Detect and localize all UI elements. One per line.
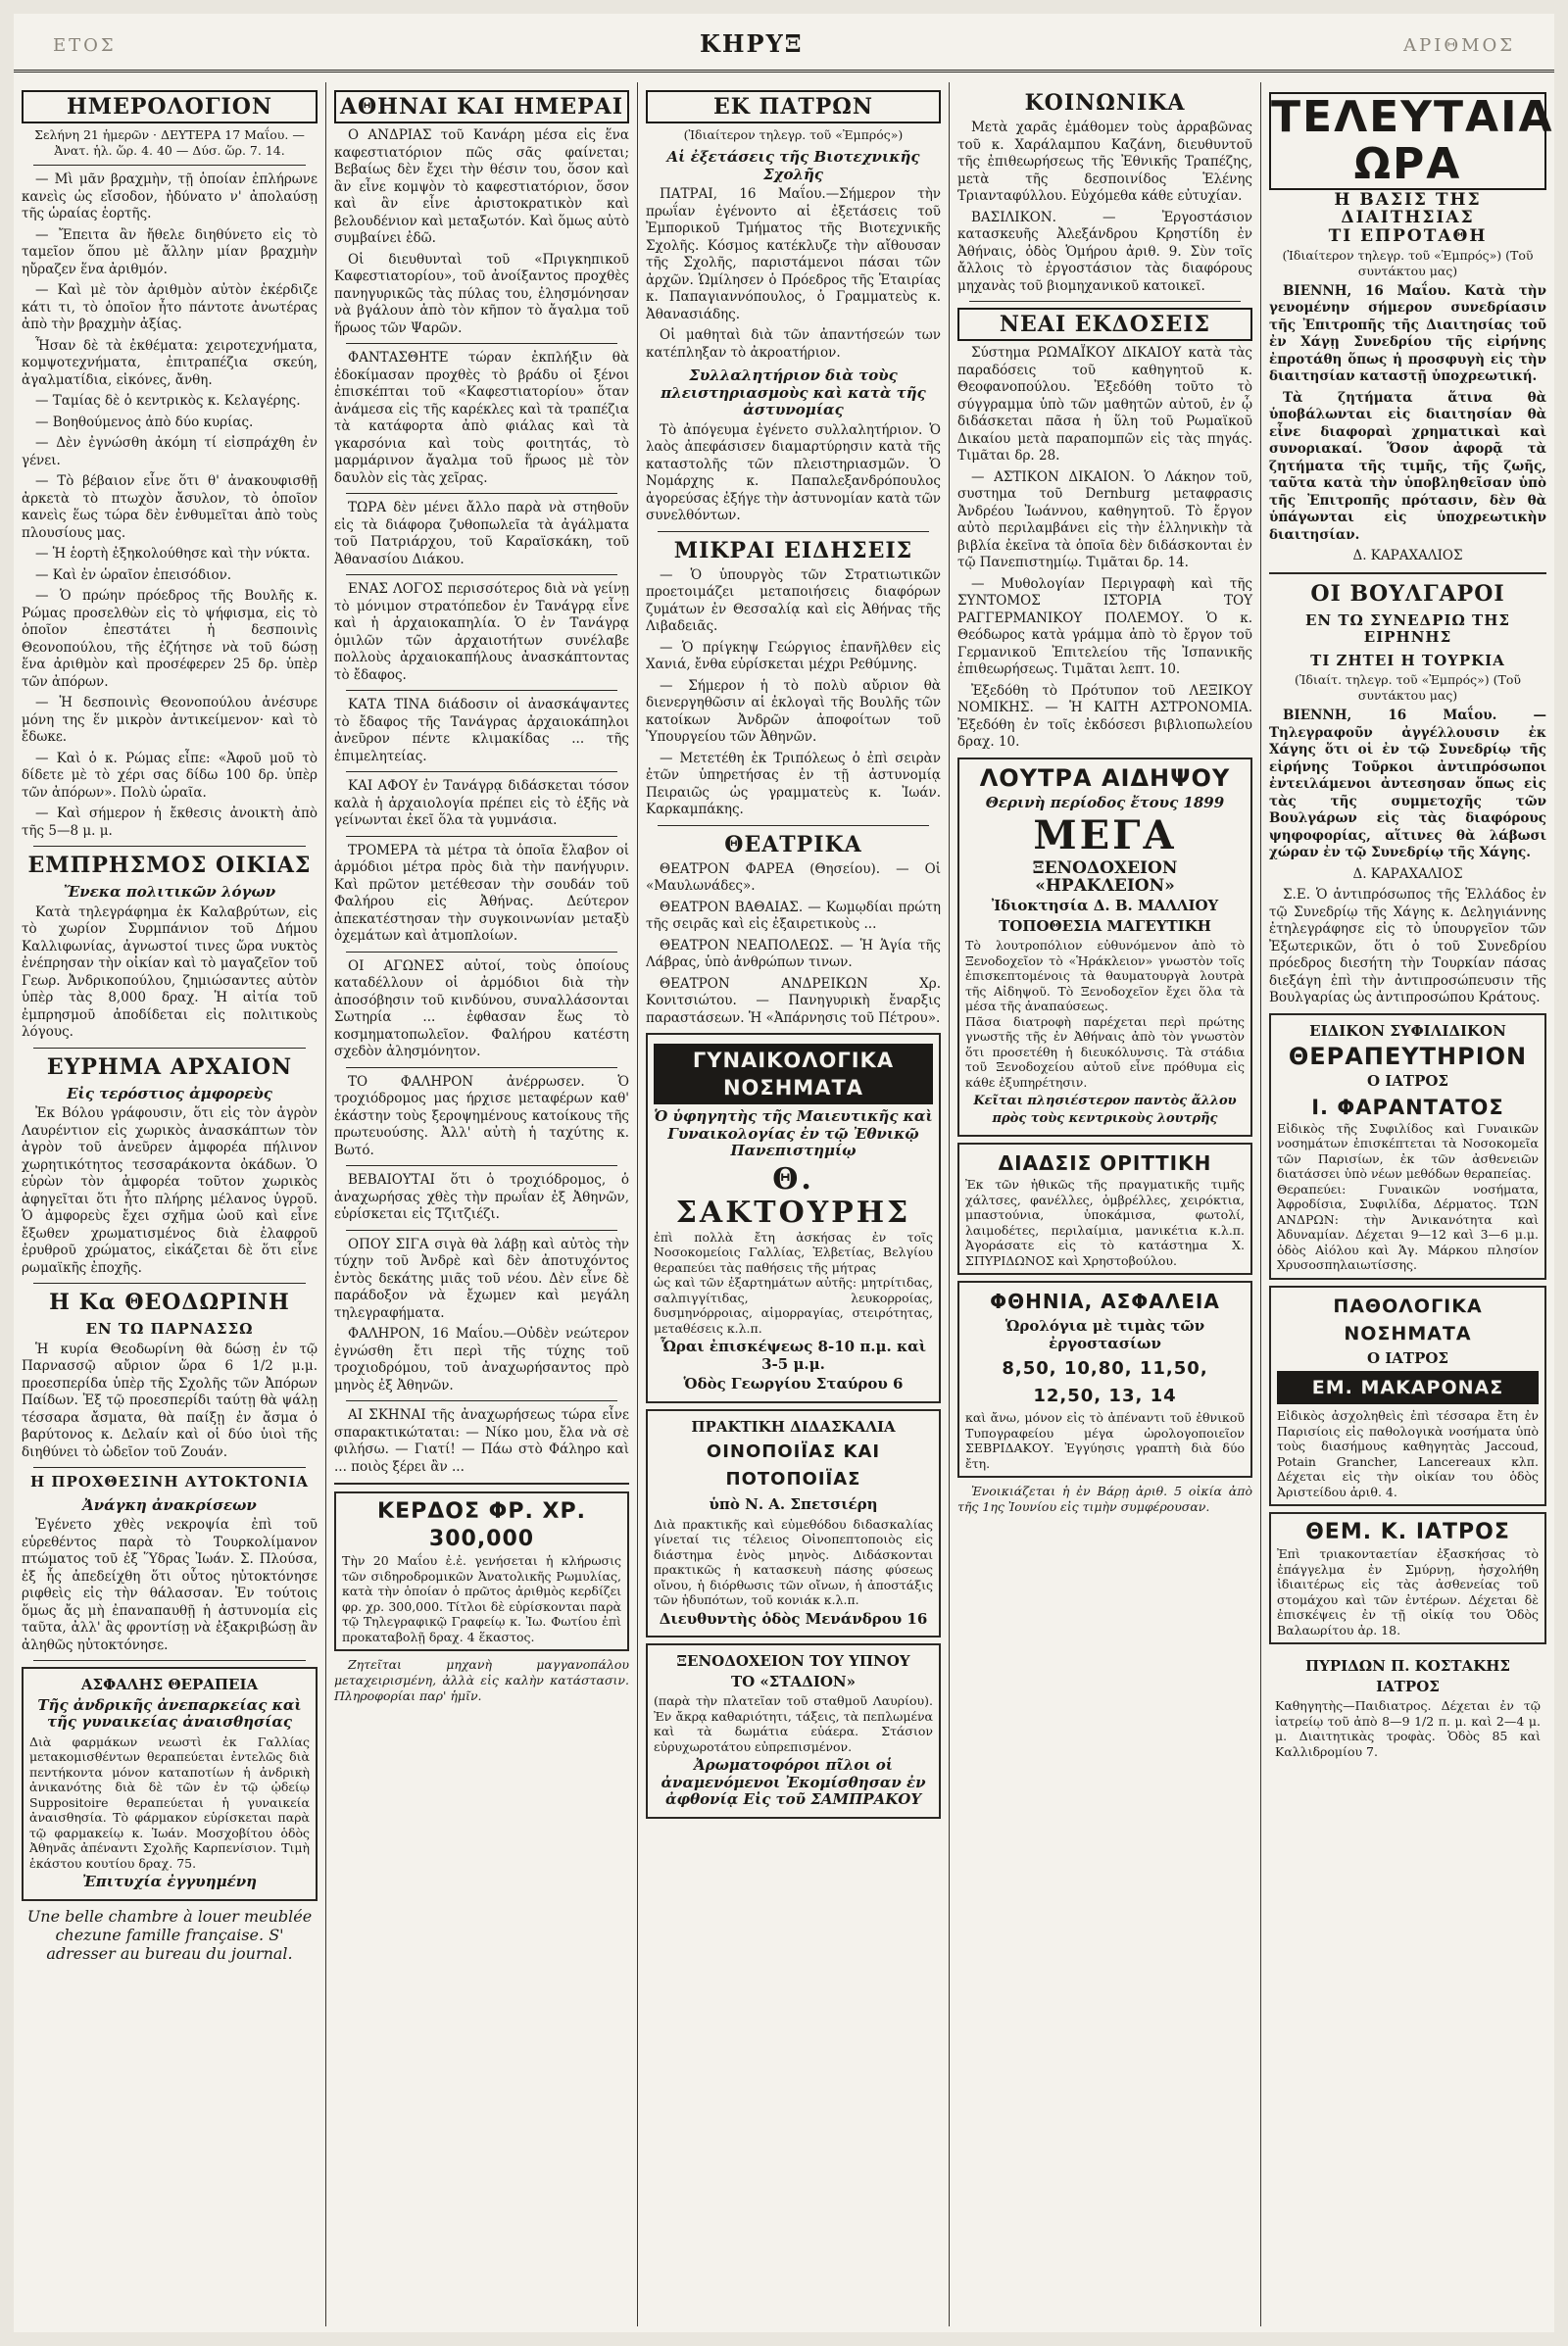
telegram-tag: (Ἰδιαίτ. τηλεγρ. τοῦ «Ἐμπρός») (Τοῦ συντάκτου μας) xyxy=(1295,672,1521,703)
divider xyxy=(346,343,617,344)
ad-text: Εἰδικὸς τῆς Συφιλίδος καὶ Γυναικῶν νοσημάτων ἐπισκέπτεται τὰ Νοσοκομεῖα τῶν Παρισίων, ἐκ τῶν ἀσθενειῶν διατάσσει ὑπὸ νέων μεθόδων θεραπείας. xyxy=(1277,1120,1539,1181)
ad-subtitle: Ο ΙΑΤΡΟΣ xyxy=(1366,1348,1449,1367)
ad-text: ἐπὶ πολλὰ ἔτη ἀσκήσας ἐν τοῖς Νοσοκομείοις Γαλλίας, Ἑλβετίας, Βελγίου θεραπεύει τὰς παθήσεις τῆς μήτρας xyxy=(654,1229,933,1275)
ad-title: ΦΘΗΝΙΑ, ΑΣΦΑΛΕΙΑ xyxy=(990,1290,1220,1313)
paragraph: — Ὁ πρίγκηψ Γεώργιος ἐπανῆλθεν εἰς Χανιά, ἔνθα εὑρίσκεται μέχρι Ρεθύμνης. xyxy=(646,639,941,672)
turkey-subtitle: ΤΙ ΖΗΤΕΙ Η ΤΟΥΡΚΙΑ xyxy=(1310,651,1505,669)
divider xyxy=(33,846,306,847)
ad-name: ΕΜ. ΜΑΚΑΡΟΝΑΣ xyxy=(1277,1371,1539,1404)
find-headline: ΕΥΡΗΜΑ ΑΡΧΑΙΟΝ xyxy=(46,1053,293,1080)
ad-big-word: ΜΕΓΑ xyxy=(1033,812,1177,858)
ad-subtitle: Τῆς ἀνδρικῆς ἀνεπαρκείας καὶ τῆς γυναικείας ἀναισθησίας xyxy=(37,1695,302,1731)
paragraph: Σ.Ε. Ὁ ἀντιπρόσωπος τῆς Ἑλλάδος ἐν τῷ Συνεδρίῳ τῆς Χάγης κ. Δεληγιάννης ἐτηλεγράφησε εἰς τὸ ὑπουργεῖον τῶν Ἐξωτερικῶν, ὅτι ὁ τοῦ Συνεδρίου πρόεδρος διεσήτη τὴν Τουρκίαν πάσας διεξάγη ἐπὶ τὴν ἀντιπροσώπευσιν τῆς Βουλγαρίας ὡς ἀντιπροσώπου Κράτους. xyxy=(1269,887,1546,1005)
divider xyxy=(346,952,617,953)
masthead-title: ΚΗΡΥΞ xyxy=(700,29,804,58)
patras-title: ΕΚ ΠΑΤΡΩΝ xyxy=(646,90,941,123)
ad-text: Καθηγητὴς—Παιδιατρος. Δέχεται ἐν τῷ ἰατρείῳ τοῦ ἀπὸ 8—9 1/2 π. μ. καὶ 2—4 μ. μ. Διαιτητικὰς τροφὰς. Ὁδὸς 85 καὶ Καλλιδρομίου 7. xyxy=(1275,1698,1541,1759)
social-title: ΚΟΙΝΩΝΙΚΑ xyxy=(1024,90,1186,116)
fire-subhead: Ἔνεκα πολιτικῶν λόγων xyxy=(63,883,276,901)
signature: Δ. ΚΑΡΑΧΑΛΙΟΣ xyxy=(1352,548,1463,563)
divider xyxy=(346,1400,617,1401)
paragraph: — Ὁ πρώην πρόεδρος τῆς Βουλῆς κ. Ρώμας προσελθὼν εἰς τὸ ψήφισμα, εἰς τὸ ὁποῖον ἐπεστάτει ἡ δεσποινὶς Θεονοπούλου, τῆς ἐζήτησε νὰ τοῦ δώσῃ ἕνα ἀριθμὸν καὶ προσέφερεν 25 δρ. ὑπὲρ τῶν ἀπόρων. xyxy=(22,588,318,690)
ad-heading: ΕΙΔΙΚΟΝ ΣΥΦΙΛΙΔΙΚΟΝ xyxy=(1309,1021,1506,1040)
paragraph: Τὰ ζητήματα ἅτινα θὰ ὑποβάλωνται εἰς διαιτησίαν θὰ εἶνε διαφοραὶ χρηματικαὶ καὶ συνοριακαί. Ὅσον ἀφορᾷ τὰ ζητήματα τῆς τιμῆς, τῆς ζωῆς, ταῦτα κατὰ τὴν ὑποβληθεῖσαν ὑπὸ τῆς Ἐπιτροπῆς πρότασιν, δὲν θὰ ὑπάγωνται εἰς ὑποχρεωτικὴν διαιτησίαν. xyxy=(1269,389,1546,543)
paragraph: ΟΠΟΥ ΣΙΓΑ σιγὰ θὰ λάβῃ καὶ αὐτὸς τὴν τύχην τοῦ Ἀνδρὲ καὶ δὲν ἀποτυχόντος ἐντὸς δεκάτης μιᾶς τοῦ νέου. Δὲν εἶνε δὲ παράδοξον νὰ ἔχωμεν καὶ μεγάλη τηλεγραφήματα. xyxy=(334,1236,629,1321)
paragraph: Τὸ ἀπόγευμα ἐγένετο συλλαλητήριον. Ὁ λαὸς ἀπεφάσισεν διαμαρτύρησιν κατὰ τῆς καταστολῆς τῶν πλειστηριασμῶν. Ὁ Νομάρχης κ. Παπαλεξανδρόπουλος ἀγορεύσας ἐξήγε τὴν ἀστυνομίαν κατὰ τῶν συνελθόντων. xyxy=(646,421,941,523)
ad-title: ΘΕΡΑΠΕΥΤΗΡΙΟΝ xyxy=(1288,1043,1528,1070)
ad-subtitle: Θερινὴ περίοδος ἔτους 1899 xyxy=(985,793,1225,811)
ad-subtitle: ὑπὸ Ν. Α. Σπετσιέρη xyxy=(709,1495,878,1513)
ad-title: ΓΥΝΑΙΚΟΛΟΓΙΚΑ ΝΟΣΗΜΑΤΑ xyxy=(654,1044,933,1104)
ad-hours: Ὧραι ἐπισκέψεως 8-10 π.μ. καὶ 3-5 μ.μ. xyxy=(661,1338,926,1373)
bulgarians-subtitle: ΕΝ ΤΩ ΣΥΝΕΔΡΙΩ ΤΗΣ ΕΙΡΗΝΗΣ xyxy=(1304,611,1510,646)
signature: Δ. ΚΑΡΑΧΑΛΙΟΣ xyxy=(1352,865,1463,882)
watches-ad xyxy=(957,1281,1252,1478)
paragraph: ΒΙΕΝΝΗ, 16 Μαΐου. — Τηλεγραφοῦν ἀγγέλλουσιν ἐκ Χάγης ὅτι οἱ ἐν τῷ Συνεδρίῳ τῆς εἰρήνης Τοῦρκοι ἀντιπρόσωποι ἐντειλάμενοι ἀντεσησαν ὅπως εἰς τὰς τῆς συμμετοχῆς τῶν Βουλγάρων εἰς τὰς διαφόρους ψηφοφορίας, αἵτινες θὰ λάβωσι χώραν ἐν τῷ Συνεδρίῳ τῆς Χάγης. xyxy=(1269,708,1546,860)
column-5 xyxy=(1260,82,1554,2326)
paragraph: Ἐξεδόθη τὸ Πρότυπον τοῦ ΛΕΞΙΚΟΥ ΝΟΜΙΚΗΣ. — Ἡ ΚΑΙΤΗ ΑΣΤΡΟΝΟΜΙΑ. Ἐξεδόθη ἐν τοῖς ἐκδόσεσι βιβλιοπωλείου δραχ. 10. xyxy=(957,682,1252,750)
paragraph: Σύστημα ΡΩΜΑΪΚΟΥ ΔΙΚΑΙΟΥ κατὰ τὰς παραδόσεις τοῦ καθηγητοῦ κ. Θεοφανοπούλου. Ἐξεδόθη τοῦτο τὸ σύγγραμμα ὑπὸ τῶν μαθητῶν αὐτοῦ, ἐν ᾧ διδάσκεται πᾶσα ἡ ὕλη τοῦ Ρωμαϊκοῦ Δικαίου μετὰ παραπομπῶν εἰς τὰς πηγάς. Τιμᾶται δρ. 28. xyxy=(957,345,1252,464)
ad-footer: Κεῖται πλησιέστερον παντὸς ἄλλου πρὸς τοὺς κεντρικοὺς λουτρῆς xyxy=(973,1094,1237,1126)
ad-subtitle: Ὁ ὑφηγητὴς τῆς Μαιευτικῆς καὶ Γυναικολογίας ἐν τῷ Ἐθνικῷ Πανεπιστημίῳ xyxy=(654,1107,933,1159)
paragraph: ΘΕΑΤΡΟΝ ΝΕΑΠΟΛΕΩΣ. — Ἡ Ἁγία τῆς Λάβρας, ὑπὸ ἀνθρώπων τινων. xyxy=(646,937,941,970)
paragraph: — Ἡ δεσποινὶς Θεονοπούλου ἀνέσυρε μόνη της ἕν μικρὸν ἀντικείμενον· καὶ τὸ ἔδωκε. xyxy=(22,695,318,745)
last-hour-title: ΤΕΛΕΥΤΑΙΑ ΩΡΑ xyxy=(1271,92,1554,189)
ad-text: Τὴν 20 Μαΐου ἐ.ἐ. γενήσεται ἡ κλήρωσις τῶν σιδηροδρομικῶν Ἀνατολικῆς Ρωμυλίας, κατὰ τὴν ὁποίαν ὁ πρῶτος ἀριθμὸς κερδίζει φρ. χρ. 300,000. Τίτλοι δὲ εὑρίσκονται παρὰ τῷ Τηλεγραφικῷ Γραφείῳ κ. Ἰω. Φωτίου ἐπὶ προκαταβολῇ δραχ. 4 ἕκαστος. xyxy=(342,1553,621,1644)
paragraph: — Βοηθούμενος ἀπὸ δύο κυρίας. xyxy=(35,414,254,430)
paragraph: ΟΙ ΑΓΩΝΕΣ αὐτοί, τοὺς ὁποίους καταδέλλουν οἱ ἀρμόδιοι διὰ τὴν ἀποσόβησιν τοῦ κινδύνου, συναλλάσονται Σωτηρία ... ἐφθασαν ἕως τὸ κοσμηματοπωλεῖον. Φαλήρου κατέστη σχεδὸν ἀλησμόνητον. xyxy=(334,957,629,1059)
paragraph: ΚΑΙ ΑΦΟΥ ἐν Τανάγρᾳ διδάσκεται τόσον καλὰ ἡ ἀρχαιολογία πρέπει εἰς τὸ ἑξῆς νὰ γείνωνται ἐκεῖ ὅλα τὰ γυμνάσια. xyxy=(334,778,629,828)
ad-text: Διὰ πρακτικῆς καὶ εὐμεθόδου διδασκαλίας γίνεταί τις τέλειος Οἰνοπεπτοποιὸς εἰς διάστημα ἑνὸς μηνὸς. Διδάσκονται πρακτικῶς ἡ κατασκευὴ πάσης φύσεως οἴνου, ἡ διόρθωσις τῶν οἴνων, ἡ ἀποστάξις τῶν ἡδυπότων, τοῦ κονιάκ κ.λ.π. xyxy=(654,1516,933,1607)
column-2 xyxy=(325,82,637,2326)
divider xyxy=(346,771,617,772)
athens-title: ΑΘΗΝΑΙ ΚΑΙ ΗΜΕΡΑΙ xyxy=(334,90,629,123)
telegram-tag: (Ἰδιαίτερον τηλεγρ. τοῦ «Ἐμπρός») (Τοῦ συντάκτου μας) xyxy=(1282,247,1534,278)
paragraph: ΘΕΑΤΡΟΝ ΒΑΘΑΙΑΣ. — Κωμῳδίαι πρώτη τῆς σειρᾶς καὶ εἰς ἐξαιρετικοὺς ... xyxy=(646,899,941,932)
suicide-subhead: Ἀνάγκη ἀνακρίσεων xyxy=(82,1495,257,1514)
bulgarians-title: ΟΙ ΒΟΥΛΓΑΡΟΙ xyxy=(1310,580,1505,607)
paragraph: ΕΝΑΣ ΛΟΓΟΣ περισσότερος διὰ νὰ γείνῃ τὸ μόνιμον στρατόπεδον ἐν Τανάγρᾳ εἶνε καὶ ἡ ἀρχαιοκαπηλία. Ὁ ἐν Τανάγρᾳ ὁμιλῶν τῶν ἀρχαιοτήτων συνέλαβε πολλοὺς ἀρχαιοκαπήλους ἀνασκάπτοντας τὸ ἔδαφος. xyxy=(334,581,629,683)
paragraph: — Δὲν ἐγνώσθη ἀκόμη τί εἰσπράχθη ἐν γένει. xyxy=(22,435,318,468)
ad-title: ΛΟΥΤΡΑ ΑΙΔΗΨΟΥ xyxy=(979,763,1231,792)
paragraph: ΤΡΟΜΕΡΑ τὰ μέτρα τὰ ὁποῖα ἔλαβον οἱ ἁρμόδιοι μέτρα πρὸς διὰ τὴν πανήγυριν. Καὶ πρῶτον μετέθεσαν τὴν σουδάν τοῦ Φαλήρου εἰς Ἀθήνας. Δεύτερον ἀπεκατέστησαν τὴν συγκοινωνίαν μεταξὺ ὀχεμάτων καὶ ἀτμοπλοίων. xyxy=(334,842,629,944)
ad-title: ΞΕΝΟΔΟΧΕΙΟΝ ΤΟΥ ΥΠΝΟΥ xyxy=(676,1652,910,1670)
ad-subtitle: ΤΟ «ΣΤΑΔΙΟΝ» xyxy=(730,1672,857,1690)
divider xyxy=(33,1660,306,1661)
ad-footer: Ἐπιτυχία ἐγγυημένη xyxy=(81,1873,258,1890)
paragraph: ΘΕΑΤΡΟΝ ΑΝΔΡΕΙΚΩΝ Χρ. Κονιτσιώτου. — Πανηγυρικὴ ἔναρξις παραστάσεων. Ἡ «Ἀπάρνησις τοῦ Πέτρου». xyxy=(646,975,941,1026)
masthead-right: ΑΡΙΘΜΟΣ xyxy=(1403,35,1515,56)
paragraph: Κατὰ τηλεγράφημα ἐκ Καλαβρύτων, εἰς τὸ χωρίον Συρμπάνιον τοῦ Δήμου Καλλιφωνίας, ἀγνωστοί τινες ὥρα νυκτὸς ἐνέπρησαν τὴν οἰκίαν καὶ τὸ μαγαζεῖον τοῦ Γεωρ. Ἀνδρικοπούλου, ζημιώσαντες αὐτὸν ὑπὲρ τὰς 8,000 δραχ. Ἡ αἰτία τοῦ ἐμπρησμοῦ ἀποδίδεται εἰς πολιτικοὺς λόγους. xyxy=(22,904,318,1040)
ad-title: ΠΡΑΚΤΙΚΗ ΔΙΔΑΣΚΑΛΙΑ xyxy=(691,1417,896,1436)
ad-text: Διὰ φαρμάκων νεωστὶ ἐκ Γαλλίας μετακομισθέντων θεραπεύεται ἐντελῶς διὰ πεντήκοντα μόνον καταποτίων ἡ ἀνδρικὴ ἀνικανότης διὰ δὲ τῶν ἐν τῷ ᾠδείῳ Suppositoire θεραπεύεται ἡ γυναικεία ἀναισθησία. Τὸ φάρμακον εὑρίσκεται παρὰ τῷ φαρμακείῳ κ. Ἰωάν. Μοσχοβίτου ὁδὸς Ἀθηνᾶς ἀπέναντι Σχολῆς Καρπενίσιον. Τιμὴ ἑκάστου κουτίου δραχ. 75. xyxy=(29,1734,310,1871)
pathology-ad xyxy=(1269,1286,1546,1507)
classified: Ἐνοικιάζεται ἡ ἐν Βάρῃ ἀριθ. 5 οἰκία ἀπὸ τῆς 1ης Ἰουνίου εἰς τιμὴν συμφέρουσαν. xyxy=(957,1484,1252,1514)
clinic-ad xyxy=(1269,1013,1546,1280)
divider xyxy=(658,531,929,532)
ad-title: ΔΙΑΔΣΙΣ ΟΡΙΤΤΙΚΗ xyxy=(998,1151,1212,1175)
ad-text: Τὸ λουτροπόλιον εὐθυνόμενον ἀπὸ τὸ Ξενοδοχεῖον τὸ «Ἡράκλειον» γνωστὸν τοῖς ἐπισκεπτομένοις τὰ θαυματουργὰ λουτρὰ τῆς Αἰδηψοῦ. Τὸ Ξενοδοχεῖον ἔχει ὅλα τὰ μέσα τῆς ἀναπαύσεως. xyxy=(965,938,1245,1013)
ad-title: ΚΕΡΔΟΣ ΦΡ. ΧΡ. 300,000 xyxy=(377,1499,586,1551)
masthead-left: ΕΤΟΣ xyxy=(53,35,117,56)
paragraph: — Ὁ ὑπουργὸς τῶν Στρατιωτικῶν προετοιμάζει μεταποιήσεις διαφόρων ζυμάτων ἐν Θεσσαλίᾳ καὶ εἰς Ἀθήνας τῆς Λιβαδειᾶς. xyxy=(646,566,941,634)
ad-footer: Ἀρωματοφόροι πῖλοι οἱ ἀναμενόμενοι Ἐκομίσθησαν ἐν ἀφθονίᾳ Εἰς τοῦ ΣΑΜΠΡΑΚΟΥ xyxy=(661,1756,926,1808)
ad-text: Ἐπὶ τριακονταετίαν ἐξασκήσας τὸ ἐπάγγελμα ἐν Σμύρνῃ, ἠσχολήθη ἰδιαιτέρως εἰς τὰς ἀσθενείας τοῦ στομάχου καὶ τῶν ἐντέρων. Δέχεται δὲ ἐπισκέψεις ἐν τῇ οἰκίᾳ του Ὁδὸς Βαλαωρίτου ἀρ. 18. xyxy=(1277,1546,1539,1637)
divider xyxy=(33,1048,306,1049)
ad-name: Θ. ΣΑΚΤΟΥΡΗΣ xyxy=(675,1161,911,1230)
arbitration-title: Η ΒΑΣΙΣ ΤΗΣ ΔΙΑΙΤΗΣΙΑΣ xyxy=(1334,190,1482,227)
baths-ad xyxy=(957,758,1252,1138)
paragraph: ΤΩΡΑ δὲν μένει ἄλλο παρὰ νὰ στηθοῦν εἰς τὰ διάφορα ζυθοπωλεῖα τὰ ἀγάλματα τοῦ Πατριάρχου, τοῦ Καραϊσκάκη, τοῦ Ἀθανασίου Διάκου. xyxy=(334,500,629,567)
ad-footer: Διευθυντὴς ὁδὸς Μενάνδρου 16 xyxy=(659,1609,928,1628)
paragraph: — Τὸ βέβαιον εἶνε ὅτι θ' ἀνακουφισθῇ ἀρκετὰ τὸ πτωχὸν ἄσυλον, τὸ ὁποῖον κανεὶς ἕως τώρα δὲν ἐνθυμεῖται ἀπὸ τοὺς πλουσίους μας. xyxy=(22,473,318,541)
paragraph: ΚΑΤΑ ΤΙΝΑ διάδοσιν οἱ ἀνασκάψαντες τὸ ἔδαφος τῆς Τανάγρας ἀρχαιοκάπηλοι ἀνεῦρον πέντε κλιμακίδας ... τῆς ἐπιμελητείας. xyxy=(334,697,629,764)
ad-address: Ὁδὸς Γεωργίου Σταύρου 6 xyxy=(683,1375,904,1393)
sale-ad xyxy=(957,1143,1252,1275)
divider xyxy=(346,690,617,691)
ad-prices: 8,50, 10,80, 11,50, 12,50, 13, 14 xyxy=(1002,1358,1208,1406)
column-1 xyxy=(14,82,325,2326)
masthead xyxy=(14,14,1554,73)
ad-name: Ι. ΦΑΡΑΝΤΑΤΟΣ xyxy=(1311,1095,1504,1119)
ad-title: ΑΣΦΑΛΗΣ ΘΕΡΑΠΕΙΑ xyxy=(80,1676,259,1693)
paragraph: — Καὶ σήμερον ἡ ἔκθεσις ἀνοικτὴ ἀπὸ τῆς 5—8 μ. μ. xyxy=(22,806,318,839)
divider xyxy=(334,1483,629,1485)
ad-heading: ΟΙΝΟΠΟΙΪΑΣ ΚΑΙ ΠΟΤΟΠΟΙΪΑΣ xyxy=(706,1442,881,1490)
find-subhead: Εἰς τερόστιος ἀμφορεὺς xyxy=(67,1084,272,1102)
paragraph: — Ἔπειτα ἂν ἤθελε διηθύνετο εἰς τὸ ταμεῖον ὅπου μὲ ἄλλην μίαν βραχμὴν ηὔραζεν ἕνα ἀριθμόν. xyxy=(22,226,318,277)
gynecology-ad xyxy=(646,1033,941,1403)
paragraph: Ο ΑΝΔΡΙΑΣ τοῦ Κανάρη μέσα εἰς ἕνα καφεστιατόριον πῶς σᾶς φαίνεται; Βεβαίως δὲν ἔχει τὴν θέσιν του, ὅσον καὶ ἂν εἶνε κομψὸν τὸ καφεστιατόριον, ὅσον καὶ ἂν εἶνε ἀριστοκρατικὸν καὶ βελουδένιον καὶ μεταξωτόν. Καὶ ὅμως αὐτὸ συμβαίνει ἐδῶ. xyxy=(334,127,629,246)
paragraph: — Μυθολογίαν Περιγραφὴ καὶ τῆς ΣΥΝΤΟΜΟΣ ΙΣΤΟΡΙΑ ΤΟΥ ΡΑΓΓΕΡΜΑΝΙΚΟΥ ΠΟΛΕΜΟΥ. Ὁ κ. Θεόδωρος κατὰ γράμμα ἀπὸ τὸ ἔργον τοῦ Γερμανικοῦ Ἐπιτελείου τῆς Ἰσπανικῆς ἐπιθεωρήσεως. Τιμᾶται λεπτ. 10. xyxy=(957,575,1252,677)
paragraph: ΦΑΛΗΡΟΝ, 16 Μαΐου.—Οὐδὲν νεώτερον ἐγνώσθη ἔτι περὶ τῆς τύχης τοῦ τροχιοδρόμου, τοῦ ἀναχωρήσαντος πρὸ μηνὸς ἐξ Ἀθηνῶν. xyxy=(334,1326,629,1393)
paragraph: Οἱ μαθηταὶ διὰ τῶν ἀπαντήσεών των κατέπληξαν τὸ ἀκροατήριον. xyxy=(646,327,941,361)
french-classified: Une belle chambre à louer meublée chezune famille française. S' adresser au bureau du journal. xyxy=(26,1906,313,1963)
paragraph: ΒΙΕΝΝΗ, 16 Μαΐου. Κατὰ τὴν γενομένην σήμερον συνεδρίασιν τῆς Ἐπιτροπῆς τῆς Διαιτησίας τοῦ ἐν Χάγῃ Συνεδρίου τῆς εἰρήνης ἐπροτάθη ὅπως ἡ προσφυγὴ εἰς τὴν διαιτησίαν καταστῇ ὑποχρεωτική. xyxy=(1269,282,1546,384)
paragraph: Μετὰ χαρᾶς ἐμάθομεν τοὺς ἀρραβῶνας τοῦ κ. Χαράλαμπου Καζάνη, διευθυντοῦ τῆς ἐπιθεωρήσεως τῆς Ἐθνικῆς Τραπέζης, μετὰ τῆς δεσποινίδος Ἑλένης Τριανταφύλλου. Εὐχόμεθα κάθε εὐτυχίαν. xyxy=(957,120,1252,204)
calendar-title: ΗΜΕΡΟΛΟΓΙΟΝ xyxy=(22,90,318,123)
paragraph: Ἡ κυρία Θεοδωρίνη θὰ δώσῃ ἐν τῷ Παρνασσῷ αὔριον ὥρα 6 1/2 μ.μ. προεσπερίδα ὑπὲρ τῆς Σχολῆς τῶν Ἀπόρων Παίδων. Ἐξ τῷ προεσπερίδι ταύτῃ θὰ ψάλῃ τέσσαρα ἄσματα, θὰ παίξῃ ἐν ἄσμα ὁ βαρύτονος κ. Δελαίν καὶ οἱ δύο ὑιοὶ τῆς διηθύνει τὸ ὠδεῖον τοῦ Ζουάν. xyxy=(22,1341,318,1460)
telegram-tag: (Ἰδιαίτερον τηλεγρ. τοῦ «Ἐμπρός») xyxy=(683,127,904,142)
ad-text: Πᾶσα διατροφὴ παρέχεται περὶ πρώτης γνωστῆς τῆς ἐν Ἀθήναις ἀπὸ τὸν γνωστὸν ὅτι προσετέθη ἡ διευκόλυνσις. Τὰ στάδια τοῦ Ξενοδοχείου αὐτοῦ εἶνε πρόθυμα εἰς κάθε ἐξυπηρέτησιν. xyxy=(965,1013,1245,1090)
ad-text: Θεραπεύει: Γυναικῶν νοσήματα, Ἀφροδίσια, Συφιλίδα, Δέρματος. ΤΩΝ ΑΝΔΡΩΝ: τὴν Ἀνικανότητα καὶ Ἀδυναμίαν. Δέχεται 9—12 καὶ 3—6 μ.μ. ὁδὸς Αἰόλου καὶ Ἁγ. Μάρκου πλησίον Χρυσοσπηλαιωτίσσης. xyxy=(1277,1181,1539,1272)
calendar-dateline: Σελήνη 21 ἡμερῶν · ΔΕΥΤΕΡΑ 17 Μαΐου. — Ἀνατ. ἡλ. ὥρ. 4. 40 — Δύσ. ὥρ. 7. 14. xyxy=(34,127,305,158)
classified: Ζητεῖται μηχανὴ μαγγανοπάλου μεταχειρισμένη, ἀλλὰ εἰς καλὴν κατάστασιν. Πληροφορίαι παρ' ἡμῖν. xyxy=(334,1657,629,1703)
paragraph: ΑΙ ΣΚΗΝΑΙ τῆς ἀναχωρήσεως τώρα εἶνε σπαρακτικώταται: — Νίκο μου, ἔλα νὰ σὲ φιλήσω. — Γιατί! — Πάω στὸ Φάληρο καὶ ... ποιὸς ξέρει ἂν ... xyxy=(334,1407,629,1475)
paragraph: Ἐκ Βόλου γράφουσιν, ὅτι εἰς τὸν ἀγρὸν Λαυρέντιον εἰς χωρικὸς ἀνασκάπτων τὸν ἀγρὸν τοῦ ἀνεῦρεν ἀμφορέα πήλινον χωρητικότητος τεσσαράκοντα ὀκάδων. Ὁ εὑρὼν τὸν ἀμφορέα τοῦτον χωρικὸς ἀφηγεῖται ὅτι ἦτο πλήρης μέλανος ὑγροῦ. Ὁ ἀμφορεὺς ἔχει σχῆμα ὠοῦ καὶ εἶνε ἔξωθεν χρωματισμένος διὰ ἐλαφροῦ ἐρυθροῦ χρώματος, εἰκάζεται δὲ ὅτι εἶνε ρωμαϊκῆς ἐποχῆς. xyxy=(22,1105,318,1276)
paragraph: ΒΑΣΙΛΙΚΟΝ. — Ἐργοστάσιον κατασκευῆς Ἀλεξάνδρου Κρηστίδη ἐν Ἀθήναις, ὁδὸς Ὁμήρου ἀριθ. 9. Σὺν τοῖς ἄλλοις τὸ ἐργοστάσιον τὰς διαφόρους μηχανὰς τοῦ βιομηχανικοῦ κατοικεῖ. xyxy=(957,209,1252,294)
ad-location: ΤΟΠΟΘΕΣΙΑ ΜΑΓΕΥΤΙΚΗ xyxy=(999,916,1211,935)
paragraph: ΤΟ ΦΑΛΗΡΟΝ ἀνέρρωσεν. Ὁ τροχιόδρομος μας ήρχισε μεταφέρων καθ' ἑκάστην τοὺς ξεροψημένους κατοίκους τῆς πρωτευούσης. Ἀλλ' αὐτὴ ἡ ταχύτης κ. Βωτό. xyxy=(334,1073,629,1158)
divider xyxy=(969,301,1241,302)
theodorini-subhead: ΕΝ ΤΩ ΠΑΡΝΑΣΣΩ xyxy=(85,1320,254,1338)
divider xyxy=(346,1165,617,1166)
proposal-title: ΤΙ ΕΠΡΟΤΑΘΗ xyxy=(1328,226,1488,246)
divider xyxy=(33,1283,306,1284)
ad-hotel-name: ΞΕΝΟΔΟΧΕΙΟΝ «ΗΡΑΚΛΕΙΟΝ» xyxy=(1032,858,1178,896)
divider xyxy=(33,1467,306,1468)
paragraph: ΘΕΑΤΡΟΝ ΦΑΡΕΑ (Θησείου). — Οἱ «Μαυλωνάδες». xyxy=(646,860,941,894)
ad-subtitle: Ο ΙΑΤΡΟΣ xyxy=(1366,1072,1449,1090)
divider xyxy=(33,165,306,166)
newspaper-page xyxy=(14,14,1554,2332)
hotel-ad xyxy=(646,1643,941,1819)
divider xyxy=(346,836,617,837)
divider xyxy=(658,825,929,826)
ad-text: (παρὰ τὴν πλατεῖαν τοῦ σταθμοῦ Λαυρίου). Ἐν ἄκρᾳ καθαριότητι, τάξεις, τὰ πεπλωμένα καὶ τὰ δωμάτια εὐάερα. Στάσιον εὐρυχωροτάτου εὐπρεπισμένον. xyxy=(654,1693,933,1754)
divider xyxy=(346,574,617,575)
theatre-title: ΘΕΑΤΡΙΚΑ xyxy=(724,831,862,857)
paragraph: Ἐγένετο χθὲς νεκροψία ἐπὶ τοῦ εὑρεθέντος παρὰ τὸ Τουρκολίμανον πτώματος τοῦ ἐξ Ὕδρας Ἰωάν. Σ. Πλούσα, ἐξ ἧς ἀπεδείχθη ὅτι οὗτος ηὐτοκτόνησε ριφθεὶς εἰς τὴν θάλασσαν. Ἐν τούτοις ὅμως ἄς μὴ ἐπαναπαυθῇ ἡ ἀστυνομία εἰς ταῦτα, ἀλλ' ἂς φροντίσῃ νὰ ἐξακριβώσῃ ἂν ἀληθῶς ηὐτοκτόνησε. xyxy=(22,1517,318,1653)
ad-owner: Ἰδιοκτησία Δ. Β. ΜΑΛΛΙΟΥ xyxy=(991,897,1219,914)
paragraph: — Καὶ ἐν ὡραῖον ἐπεισόδιον. xyxy=(35,566,232,583)
paragraph: — Ἡ ἑορτὴ ἐξηκολούθησε καὶ τὴν νύκτα. xyxy=(35,546,311,562)
divider xyxy=(346,493,617,494)
theodorini-headline: Η Κα ΘΕΟΔΩΡΙΝΗ xyxy=(49,1290,290,1315)
divider xyxy=(346,1067,617,1068)
fire-headline: ΕΜΠΡΗΣΜΟΣ ΟΙΚΙΑΣ xyxy=(27,853,312,878)
paragraph: — Μὶ μᾶν βραχμὴν, τῇ ὁποίαν ἐπλήρωνε κανεὶς ὡς εἴσοδον, ἠδύνατο ν' ἀπολαύσῃ τῆς ὡραίας ἑορτῆς. xyxy=(22,171,318,221)
ad-text: καὶ ἄνω, μόνον εἰς τὸ ἀπέναντι τοῦ ἐθνικοῦ Τυπογραφείου μέγα ὡρολογοποιεῖον ΣΕΒΡΙΔΑΚΟΥ. Ἐγγύησις γραπτὴ διὰ δύο ἔτη. xyxy=(965,1410,1245,1471)
paragraph: ΠΑΤΡΑΙ, 16 Μαΐου.—Σήμερον τὴν πρωΐαν ἐγένοντο αἱ ἐξετάσεις τοῦ Ἐμπορικοῦ Τμήματος τῆς Βιοτεχνικῆς Σχολῆς. Κόσμος κατέκλυζε τὴν αἴθουσαν τῆς Σχολῆς, παριστάμενοι πάσαι τῶν ἀρχῶν. Ὡμίλησεν ὁ Πρόεδρος τῆς Ἑταιρίας κ. Παπαγιαννόπουλος, ὁ Γραμματεὺς κ. Ἀθανασιάδης. xyxy=(646,186,941,322)
paragraph: — Μετετέθη ἐκ Τριπόλεως ὁ ἐπὶ σειρὰν ἐτῶν ὑπηρετήσας ἐν τῇ ἀστυνομίᾳ Πειραιῶς ὡς γραμματεὺς κ. Ἰωάν. Καρκαμπάκης. xyxy=(646,750,941,817)
column-3 xyxy=(637,82,949,2326)
therapy-ad xyxy=(22,1667,318,1901)
paragraph: ΒΕΒΑΙΟΥΤΑΙ ὅτι ὁ τροχιόδρομος, ὁ ἀναχωρήσας χθὲς τὴν πρωΐαν ἐξ Ἀθηνῶν, εὑρίσκεται εἰς Τζιτζιέζι. xyxy=(334,1172,629,1222)
paragraph: Ἦσαν δὲ τὰ ἐκθέματα: χειροτεχνήματα, κομψοτεχνήματα, ἐπιτραπέζια σκεύη, ἀγαλματίδια, εἰκόνες, ἄνθη. xyxy=(22,337,318,388)
subhead: Συλλαλητήριον διὰ τοὺς πλειστηριασμοὺς καὶ κατὰ τῆς ἀστυνομίας xyxy=(661,367,926,418)
suicide-headline: Η ΠΡΟΧΘΕΣΙΝΗ ΑΥΤΟΚΤΟΝΙΑ xyxy=(30,1473,309,1491)
subhead: Αἱ ἐξετάσεις τῆς Βιοτεχνικῆς Σχολῆς xyxy=(666,148,920,183)
ad-text: ὡς καὶ τῶν ἐξαρτημάτων αὐτῆς: μητρίτιδας, σαλπιγγίτιδας, λευκορροίας, δυσμηνόρροιας, αἱμορραγίας, στειρότητας, μεταθέσεις κ.λ.π. xyxy=(654,1275,933,1336)
lottery-ad xyxy=(334,1491,629,1651)
paragraph: — ΑΣΤΙΚΟΝ ΔΙΚΑΙΟΝ. Ὁ Λάκηον τοῦ, συστημα τοῦ Dernburg μεταφρασις Ἀνδρέου Ἰωάννου, καθηγητοῦ. Τὸ ἔργον αὐτὸ περιλαμβάνει εἰς τὴν ἑλληνικὴν τὰ βιβλία ἐκεῖνα τὰ ὁποῖα δὲν διδάσκονται ἐν τῷ Πανεπιστημίῳ. Τιμᾶται δρ. 14. xyxy=(957,468,1252,570)
ad-text: Ἐκ τῶν ἠθικῶς τῆς πραγματικῆς τιμῆς χάλτσες, φανέλλες, ὀμβρέλλες, χειρόκτια, μπαστούνια, ὑποκάμισα, φωτολί, λαιμοδέτες, περιλαίμια, μανικέτια κ.λ.π. Ἀγοράσατε εἰς τὸ κατάστημα Χ. ΣΠΥΡΙΔΩΝΟΣ καὶ Χρηστοβούλου. xyxy=(965,1177,1245,1268)
ad-subtitle: Ὡρολόγια μὲ τιμὰς τῶν ἐργοστασίων xyxy=(1004,1317,1205,1352)
paragraph: — Ταμίας δὲ ὁ κεντρικὸς κ. Κελαγέρης. xyxy=(35,393,301,409)
pediatrician-ad xyxy=(1269,1650,1546,1764)
paragraph: — Σήμερον ἡ τὸ πολὺ αὔριον θὰ διενεργηθῶσιν αἱ ἐκλογαὶ τῆς Βουλῆς τῶν κατοίκων Ἀνδρῶν ἀποφοίτων τοῦ Ὑπουργείου τῶν Ἀθηνῶν. xyxy=(646,677,941,745)
new-editions-title: ΝΕΑΙ ΕΚΔΟΣΕΙΣ xyxy=(957,308,1252,341)
paragraph: — Καὶ μὲ τὸν ἀριθμὸν αὐτὸν ἐκέρδιζε κάτι τι, τὸ ὁποῖον ἦτο πάντοτε ἀνωτέρας ἀπὸ τὴν βραχμὴν ἀξίας. xyxy=(22,282,318,332)
winemaking-ad xyxy=(646,1409,941,1638)
ad-title: ΠΥΡΙΔΩΝ Π. ΚΟΣΤΑΚΗΣ xyxy=(1304,1657,1511,1675)
ad-text: Εἰδικὸς ἀσχοληθεὶς ἐπὶ τέσσαρα ἔτη ἐν Παρισίοις εἰς παθολογικὰ νοσήματα ὑπὸ τοὺς διασήμους καθηγητὰς Jaccoud, Potain Grancher, Lancereaux κλπ. Δέχεται εἰς τὴν οἰκίαν του ὁδὸς Ἀριστείδου ἀριθ. 4. xyxy=(1277,1408,1539,1499)
column-4 xyxy=(949,82,1260,2326)
ad-title: ΘΕΜ. Κ. ΙΑΤΡΟΣ xyxy=(1305,1520,1510,1544)
doctor-ad xyxy=(1269,1512,1546,1644)
divider xyxy=(1269,572,1546,574)
paragraph: — Καὶ ὁ κ. Ρώμας εἶπε: «Ἀφοῦ μοῦ τὸ δίδετε μὲ τὸ χέρι σας δίδω 100 δρ. ὑπὲρ τῶν ἀπόρων». Πολὺ ὡραῖα. xyxy=(22,750,318,801)
ad-title: ΠΑΘΟΛΟΓΙΚΑ ΝΟΣΗΜΑΤΑ xyxy=(1333,1295,1483,1344)
paragraph: Οἱ διευθυνταὶ τοῦ «Πριγκηπικοῦ Καφεστιατορίου», τοῦ ἀνοίξαντος προχθὲς πανηγυρικῶς τὰς πύλας του, ἐλησμόνησαν νὰ βγάλουν ἀπὸ τὸν κῆπον τὸ ἄγαλμα τοῦ ἥρωος τῶν Ψαρῶν. xyxy=(334,251,629,336)
divider xyxy=(346,1230,617,1231)
ad-subtitle: ΙΑΤΡΟΣ xyxy=(1376,1677,1440,1695)
brief-news-title: ΜΙΚΡΑΙ ΕΙΔΗΣΕΙΣ xyxy=(673,537,913,563)
paragraph: ΦΑΝΤΑΣΘΗΤΕ τώραν ἐκπλήξιν θὰ ἐδοκίμασαν προχθὲς τὸ βράδυ οἱ ξένοι ἐπισκέπται τοῦ «Καφεστιατορίου» ὅταν ἀνάμεσα εἰς τῆς καρέκλες καὶ τὰ τραπέζια τὰ κατάφορτα ἀπὸ φιάλας καὶ τὰ γκαρσόνια καὶ τοὺς φοιτητάς, τὸ μαρμάρινον ἄγαλμα τοῦ ἥρωος μὲ τὸν δαυλὸν εἰς τὰς χεῖρας. xyxy=(334,350,629,486)
